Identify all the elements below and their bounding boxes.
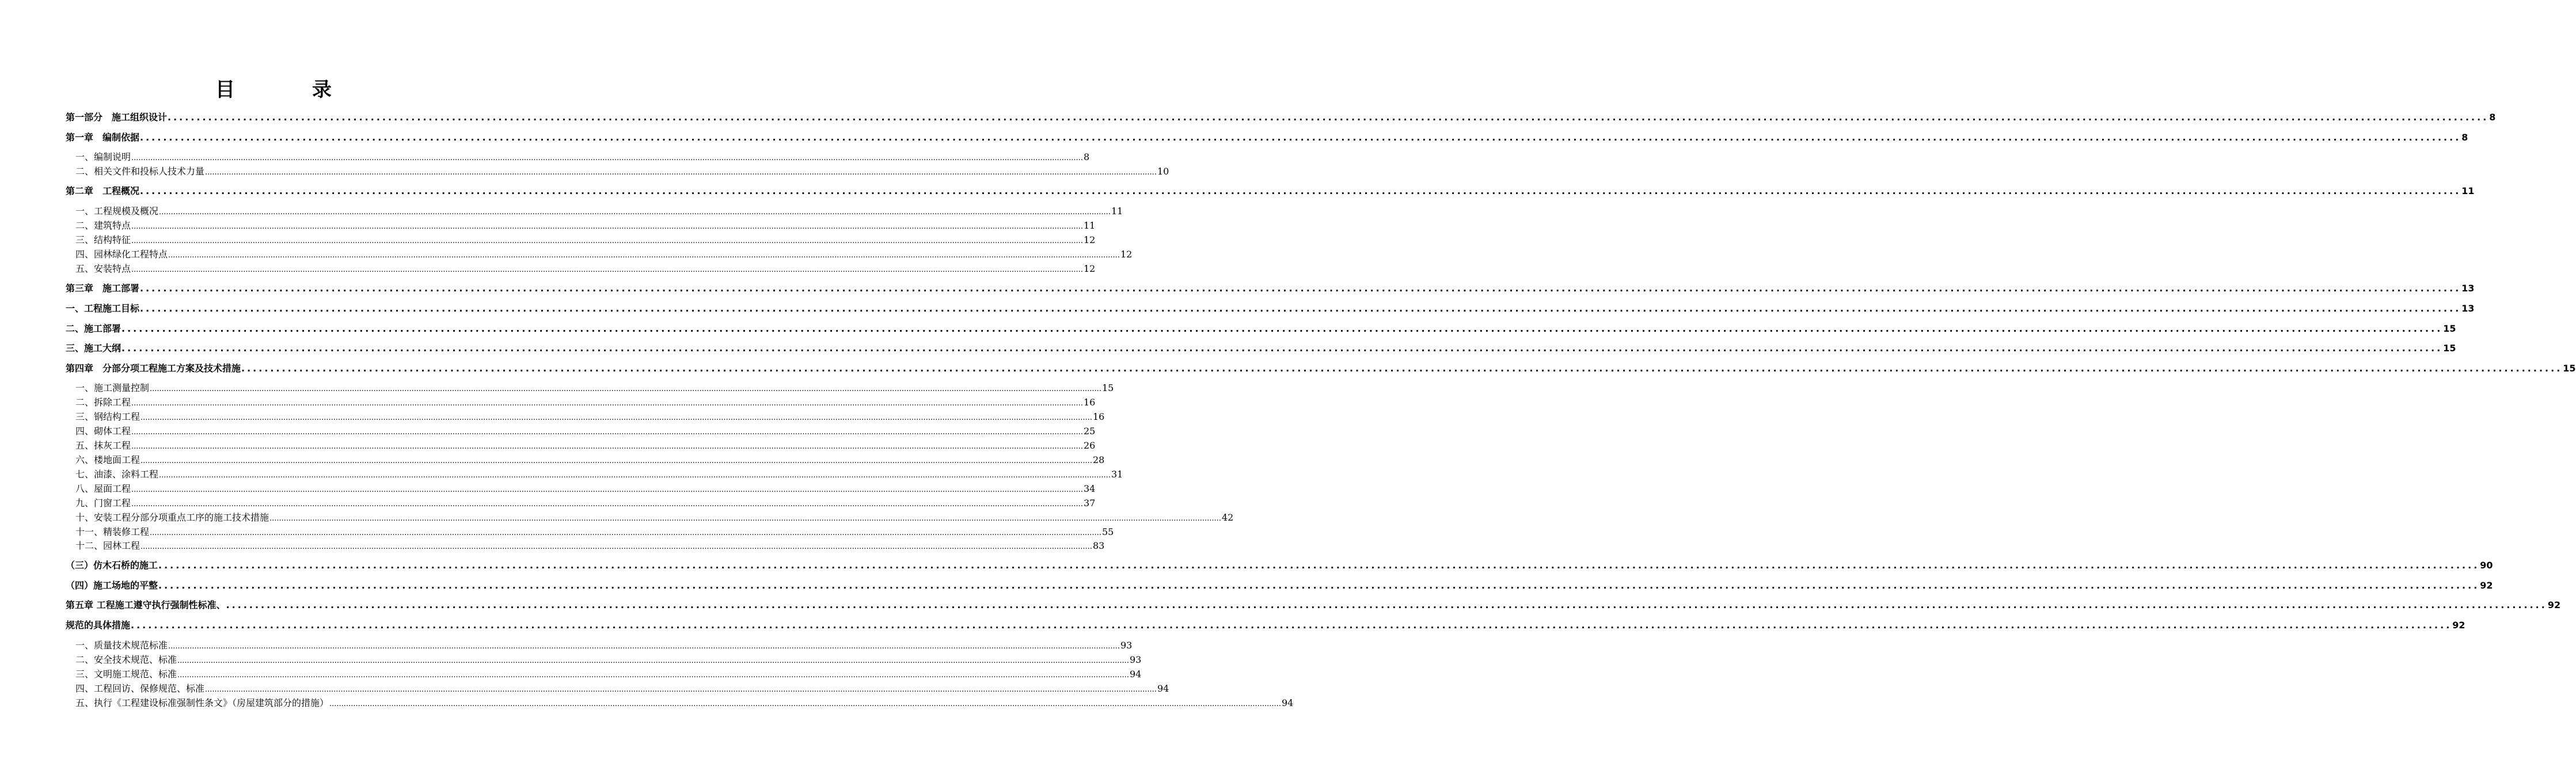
toc-entry[interactable]: [75, 409, 1105, 423]
toc-entry-label: 八、屋面工程: [75, 483, 131, 494]
toc-dot-leader: ................................................................................................................................................................................................................................................................................................................................................................................................................: [140, 303, 2461, 314]
toc-entry-label: 第二章 工程概况: [66, 185, 140, 196]
toc-entry-label: 二、相关文件和投标人技术力量: [75, 166, 205, 177]
toc-entry-page-number: 26: [1083, 440, 1096, 451]
toc-dot-leader: ................................................................................................................................................................................................................................................................................................................................................................................................................: [168, 112, 2489, 123]
toc-entry[interactable]: [75, 261, 1096, 275]
toc-entry[interactable]: [75, 453, 1105, 466]
toc-entry-page-number: 15: [1101, 382, 1114, 393]
toc-dot-leader: ................................................................................................................................................................................................................................................................................................................................................................................................................: [150, 385, 1101, 393]
toc-entry[interactable]: [75, 638, 1133, 651]
toc-entry-page-number: 15: [2443, 323, 2456, 334]
toc-entry-page-number: 11: [1111, 206, 1123, 217]
toc-entry-page-number: 15: [2443, 343, 2456, 354]
toc-dot-leader: ................................................................................................................................................................................................................................................................................................................................................................................................................: [168, 642, 1120, 651]
toc-entry-label: 二、建筑特点: [75, 220, 131, 231]
toc-entry-page-number: 25: [1083, 426, 1096, 437]
toc-entry-label: 一、编制说明: [75, 151, 131, 162]
toc-entry-label: 第一章 编制依据: [66, 132, 140, 143]
toc-entry[interactable]: [75, 510, 1234, 523]
toc-dot-leader: ................................................................................................................................................................................................................................................................................................................................................................................................................: [205, 685, 1157, 694]
toc-entry-label: 十、安装工程分部分项重点工序的施工技术措施: [75, 512, 269, 523]
toc-entry-label: 五、抹灰工程: [75, 440, 131, 451]
toc-dot-leader: ................................................................................................................................................................................................................................................................................................................................................................................................................: [226, 600, 2547, 610]
toc-entry-page-number: 12: [1083, 263, 1096, 274]
toc-entry-page-number: 8: [2489, 112, 2496, 123]
toc-entry-label: 二、施工部署: [66, 323, 121, 334]
toc-entry[interactable]: [75, 218, 1096, 232]
toc-entry[interactable]: [75, 381, 1114, 394]
toc-entry-label: 四、园林绿化工程特点: [75, 249, 168, 260]
toc-entry-page-number: 94: [1129, 669, 1142, 680]
toc-dot-leader: ................................................................................................................................................................................................................................................................................................................................................................................................................: [131, 265, 1083, 274]
toc-entry-page-number: 92: [2547, 600, 2561, 610]
page-title: 目 录: [215, 78, 360, 101]
toc-dot-leader: ................................................................................................................................................................................................................................................................................................................................................................................................................: [177, 657, 1129, 665]
toc-entry-page-number: 34: [1083, 483, 1096, 494]
toc-dot-leader: ................................................................................................................................................................................................................................................................................................................................................................................................................: [158, 580, 2480, 591]
toc-entry[interactable]: [66, 578, 2493, 591]
toc-entry[interactable]: [75, 538, 1105, 552]
toc-entry-page-number: 92: [2452, 620, 2465, 631]
toc-entry[interactable]: [66, 558, 2493, 571]
toc-dot-leader: ................................................................................................................................................................................................................................................................................................................................................................................................................: [159, 208, 1111, 217]
toc-entry-label: 五、执行《工程建设标准强制性条文》（房屋建筑部分的措施）: [75, 697, 329, 708]
toc-entry-page-number: 13: [2461, 283, 2475, 294]
toc-dot-leader: ................................................................................................................................................................................................................................................................................................................................................................................................................: [131, 485, 1083, 494]
toc-entry-label: （三）仿木石桥的施工: [66, 560, 158, 571]
toc-entry-label: 第四章 分部分项工程施工方案及技术措施: [66, 363, 241, 374]
toc-entry-label: 三、文明施工规范、标准: [75, 669, 177, 680]
toc-entry[interactable]: [75, 233, 1096, 246]
toc-entry-label: 三、钢结构工程: [75, 411, 140, 422]
toc-entry-page-number: 12: [1083, 234, 1096, 245]
toc-entry[interactable]: [75, 438, 1096, 451]
toc-entry-label: 一、施工测量控制: [75, 382, 150, 393]
toc-entry[interactable]: [75, 467, 1123, 480]
toc-entry-page-number: 92: [2480, 580, 2493, 591]
toc-entry[interactable]: [66, 598, 2561, 611]
toc-entry-page-number: 55: [1101, 526, 1114, 537]
toc-dot-leader: ................................................................................................................................................................................................................................................................................................................................................................................................................: [168, 251, 1120, 260]
toc-dot-leader: ................................................................................................................................................................................................................................................................................................................................................................................................................: [121, 323, 2443, 334]
toc-entry-label: （四）施工场地的平整: [66, 580, 158, 591]
toc-entry[interactable]: [75, 525, 1114, 538]
toc-dot-leader: ................................................................................................................................................................................................................................................................................................................................................................................................................: [140, 185, 2461, 196]
toc-entry[interactable]: [75, 652, 1142, 666]
toc-entry[interactable]: [75, 247, 1133, 260]
toc-entry-label: 十二、园林工程: [75, 540, 140, 551]
toc-entry-page-number: 15: [2563, 363, 2576, 374]
toc-entry-page-number: 42: [1221, 512, 1234, 523]
toc-entry-label: 五、安装特点: [75, 263, 131, 274]
toc-entry-page-number: 11: [2461, 185, 2475, 196]
toc-entry-page-number: 10: [1157, 166, 1169, 177]
toc-dot-leader: ................................................................................................................................................................................................................................................................................................................................................................................................................: [131, 500, 1083, 509]
toc-dot-leader: ................................................................................................................................................................................................................................................................................................................................................................................................................: [177, 671, 1129, 680]
toc-entry-page-number: 37: [1083, 498, 1096, 509]
toc-entry-label: 六、楼地面工程: [75, 454, 140, 465]
toc-entry[interactable]: [66, 618, 2465, 631]
toc-entry[interactable]: [75, 681, 1169, 695]
toc-entry[interactable]: [75, 667, 1142, 680]
toc-entry-page-number: 8: [1083, 151, 1090, 162]
toc-entry-page-number: 13: [2461, 303, 2475, 314]
toc-dot-leader: ................................................................................................................................................................................................................................................................................................................................................................................................................: [205, 168, 1157, 177]
toc-entry[interactable]: [66, 110, 2496, 123]
toc-entry-page-number: 12: [1120, 249, 1133, 260]
toc-entry[interactable]: [66, 184, 2475, 197]
toc-entry-label: 一、质量技术规范标准: [75, 640, 168, 651]
toc-entry-label: 九、门窗工程: [75, 498, 131, 509]
toc-entry-label: 四、工程回访、保修规范、标准: [75, 683, 205, 694]
toc-entry-page-number: 93: [1129, 654, 1142, 665]
toc-entry-page-number: 28: [1092, 454, 1105, 465]
toc-entry-page-number: 31: [1111, 469, 1123, 480]
toc-entry-label: 一、工程规模及概况: [75, 206, 159, 217]
toc-entry-page-number: 94: [1157, 683, 1169, 694]
toc-dot-leader: ................................................................................................................................................................................................................................................................................................................................................................................................................: [131, 428, 1083, 437]
toc-entry-page-number: 83: [1092, 540, 1105, 551]
toc-entry-label: 十一、精装修工程: [75, 526, 150, 537]
toc-entry-label: 二、安全技术规范、标准: [75, 654, 177, 665]
toc-entry-label: 三、施工大纲: [66, 343, 121, 354]
toc-entry-label: 四、砌体工程: [75, 426, 131, 437]
toc-entry[interactable]: [66, 301, 2475, 314]
toc-entry[interactable]: [75, 424, 1096, 437]
toc-dot-leader: ................................................................................................................................................................................................................................................................................................................................................................................................................: [140, 542, 1092, 551]
toc-dot-leader: ................................................................................................................................................................................................................................................................................................................................................................................................................: [159, 471, 1111, 480]
toc-dot-leader: ................................................................................................................................................................................................................................................................................................................................................................................................................: [140, 283, 2461, 294]
toc-dot-leader: ................................................................................................................................................................................................................................................................................................................................................................................................................: [121, 343, 2443, 354]
toc-entry-label: 一、工程施工目标: [66, 303, 140, 314]
toc-entry[interactable]: [66, 130, 2468, 143]
toc-dot-leader: ................................................................................................................................................................................................................................................................................................................................................................................................................: [269, 514, 1221, 523]
toc-entry-label: 第五章 工程施工遵守执行强制性标准、: [66, 600, 226, 610]
toc-dot-leader: ................................................................................................................................................................................................................................................................................................................................................................................................................: [131, 222, 1083, 231]
toc-entry[interactable]: [75, 496, 1096, 509]
toc-entry-page-number: 90: [2480, 560, 2493, 571]
toc-dot-leader: ................................................................................................................................................................................................................................................................................................................................................................................................................: [140, 413, 1092, 422]
toc-entry-label: 七、油漆、涂料工程: [75, 469, 159, 480]
toc-dot-leader: ................................................................................................................................................................................................................................................................................................................................................................................................................: [131, 399, 1083, 408]
toc-entry-page-number: 16: [1083, 397, 1096, 408]
toc-dot-leader: ................................................................................................................................................................................................................................................................................................................................................................................................................: [131, 620, 2452, 631]
toc-dot-leader: ................................................................................................................................................................................................................................................................................................................................................................................................................: [150, 529, 1101, 537]
toc-entry[interactable]: [75, 395, 1096, 408]
toc-entry[interactable]: [66, 341, 2456, 354]
toc-entry-label: 二、拆除工程: [75, 397, 131, 408]
toc-dot-leader: ................................................................................................................................................................................................................................................................................................................................................................................................................: [131, 237, 1083, 245]
toc-entry[interactable]: [66, 361, 2576, 374]
toc-entry[interactable]: [75, 696, 1294, 709]
toc-dot-leader: ................................................................................................................................................................................................................................................................................................................................................................................................................: [140, 132, 2461, 143]
toc-entry-page-number: 16: [1092, 411, 1105, 422]
toc-dot-leader: ................................................................................................................................................................................................................................................................................................................................................................................................................: [241, 363, 2563, 374]
toc-entry-page-number: 11: [1083, 220, 1096, 231]
toc-entry-label: 第一部分 施工组织设计: [66, 112, 168, 123]
toc-entry[interactable]: [75, 204, 1123, 217]
toc-entry[interactable]: [75, 481, 1096, 495]
toc-dot-leader: ................................................................................................................................................................................................................................................................................................................................................................................................................: [131, 154, 1083, 162]
toc-entry[interactable]: [66, 321, 2456, 335]
toc-dot-leader: ................................................................................................................................................................................................................................................................................................................................................................................................................: [329, 700, 1281, 708]
toc-dot-leader: ................................................................................................................................................................................................................................................................................................................................................................................................................: [131, 442, 1083, 451]
toc-entry[interactable]: [66, 281, 2475, 294]
toc-entry-label: 三、结构特征: [75, 234, 131, 245]
toc-entry[interactable]: [75, 164, 1169, 177]
toc-entry-label: 第三章 施工部署: [66, 283, 140, 294]
toc-dot-leader: ................................................................................................................................................................................................................................................................................................................................................................................................................: [140, 457, 1092, 465]
toc-dot-leader: ................................................................................................................................................................................................................................................................................................................................................................................................................: [158, 560, 2480, 571]
toc-entry[interactable]: [75, 150, 1090, 163]
toc-entry-label: 规范的具体措施: [66, 620, 131, 631]
toc-entry-page-number: 94: [1281, 697, 1294, 708]
toc-entry-page-number: 8: [2461, 132, 2468, 143]
toc-entry-page-number: 93: [1120, 640, 1133, 651]
